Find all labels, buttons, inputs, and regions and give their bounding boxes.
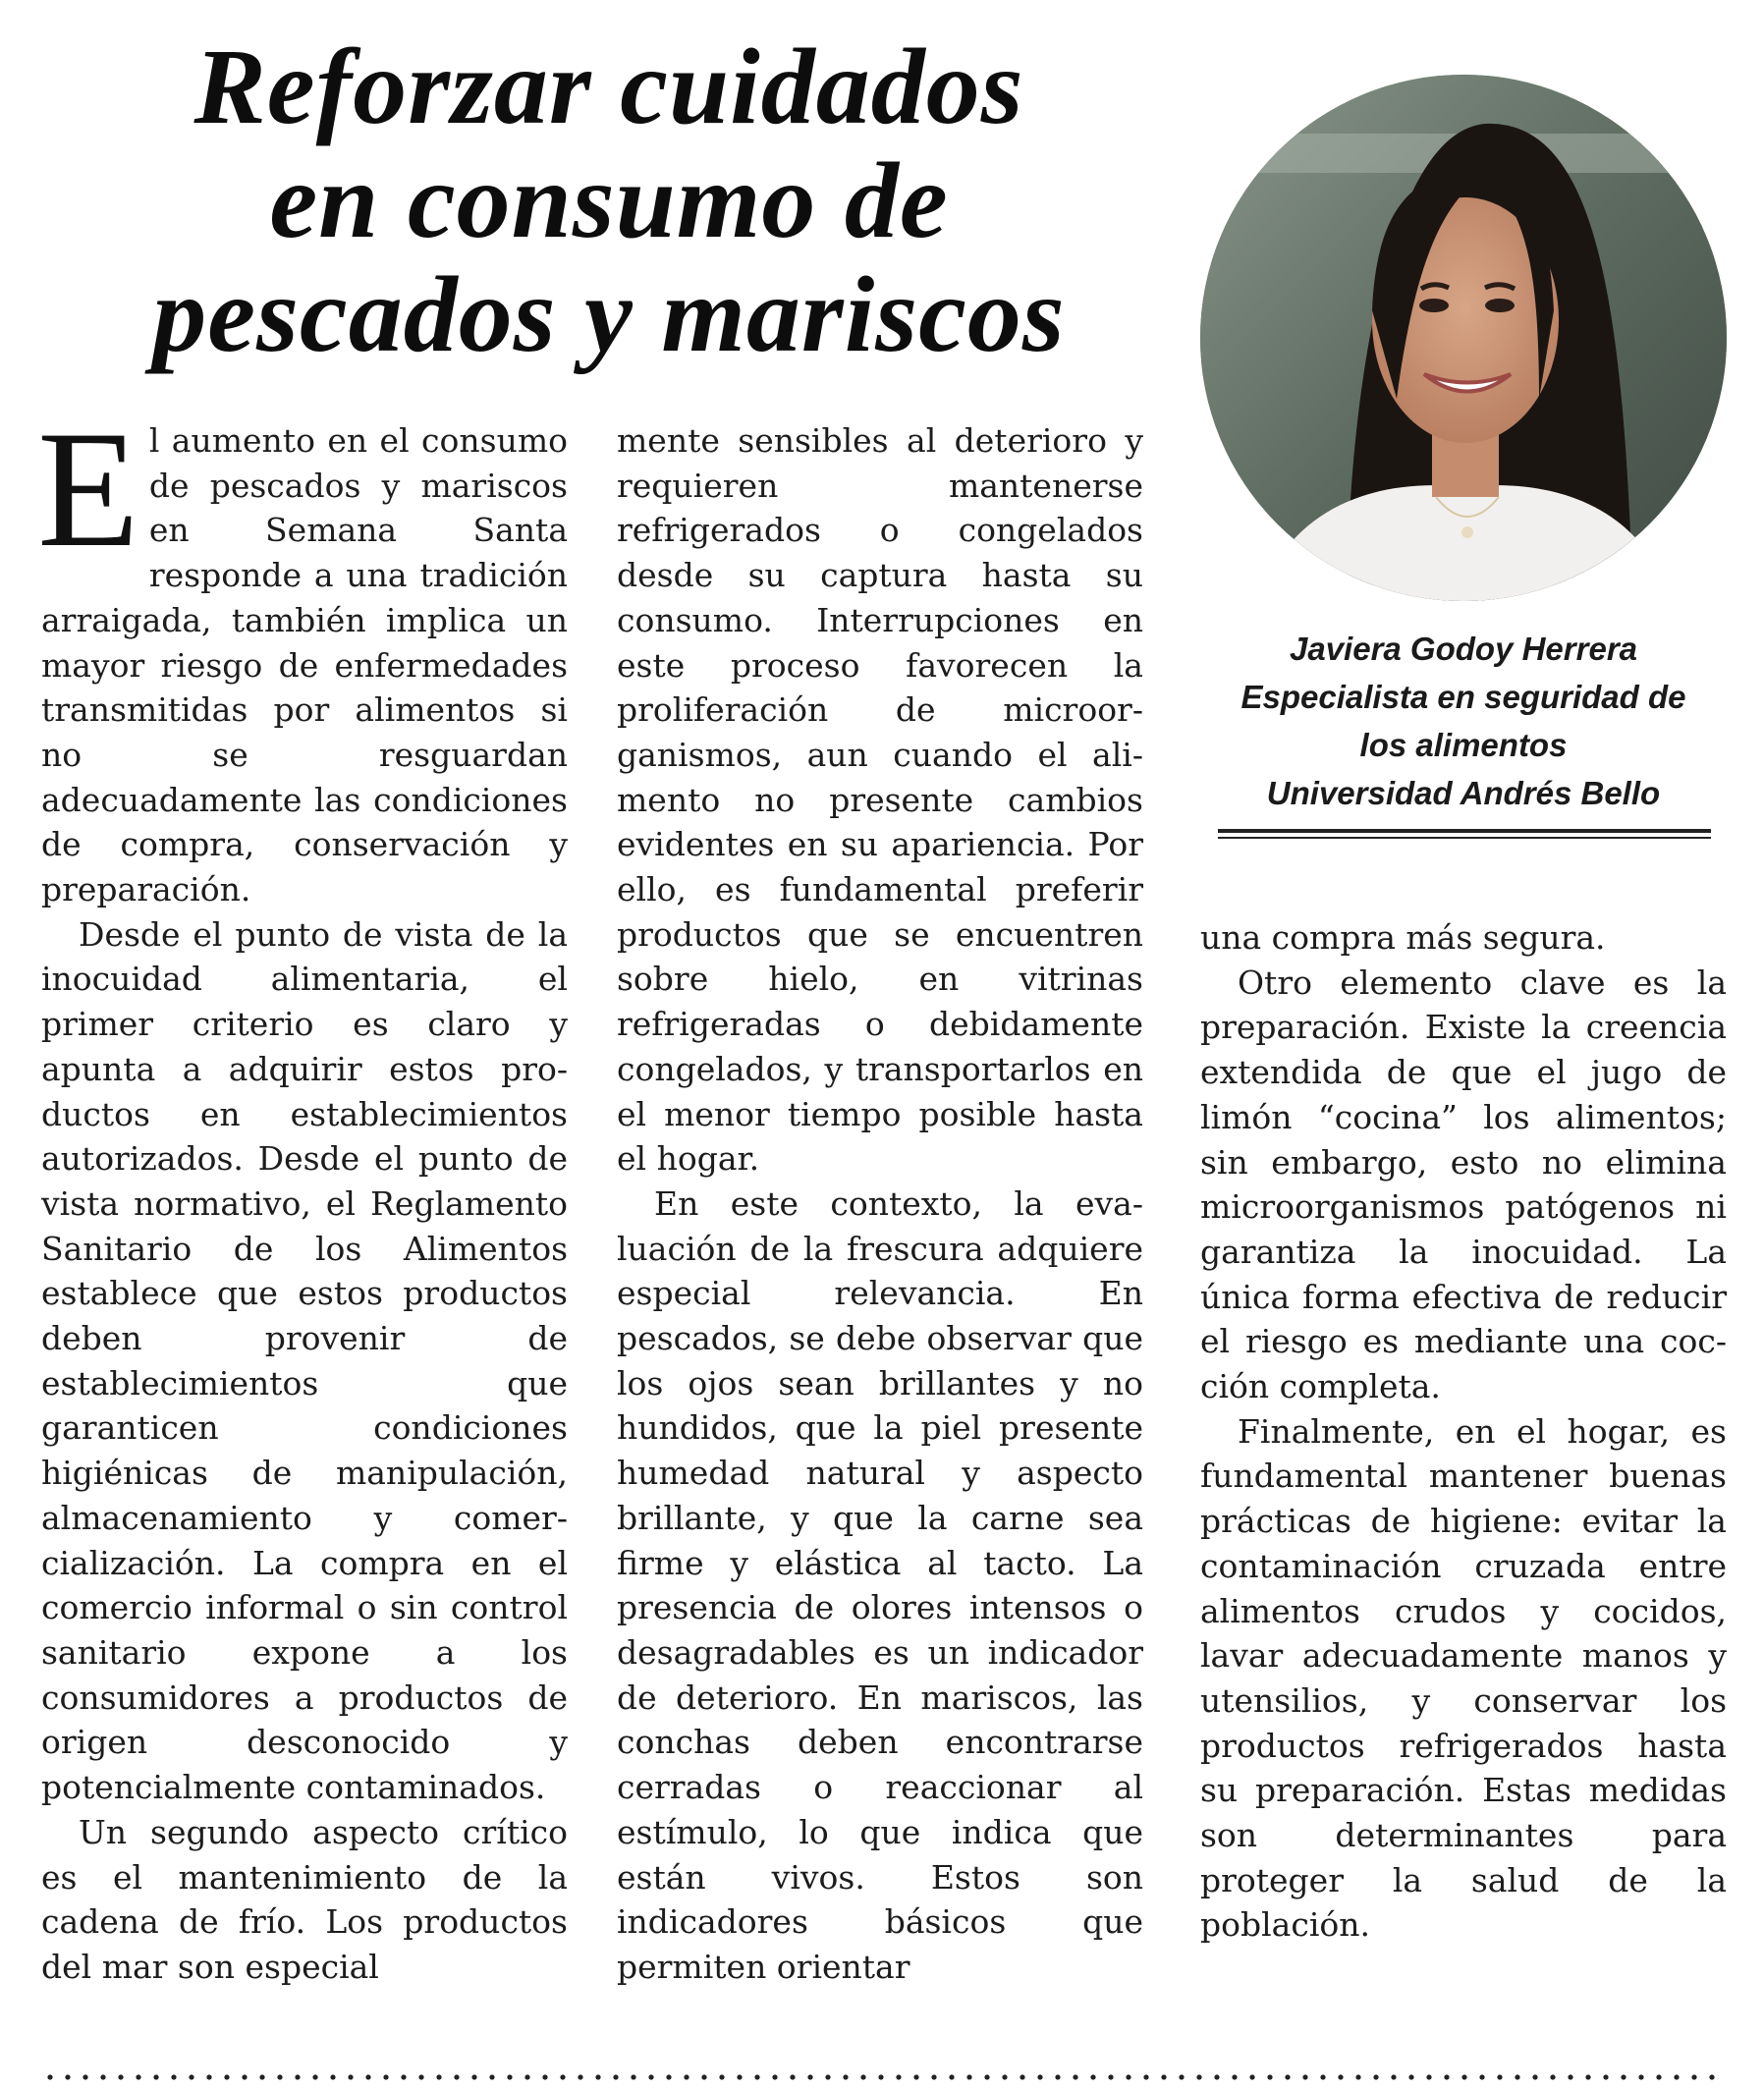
headline-line-2: en consumo de	[269, 140, 949, 260]
author-portrait-illustration	[1200, 75, 1727, 601]
author-role-line-2: los alimentos	[1359, 727, 1568, 763]
paragraph-3-continued: mente sensibles al deterioro y requieren mantenerse refrigerados o congelados desde su captura hasta su consumo. Interrupciones en este proceso favorecen la proliferación de microorganismos, aun cuando el alimento no presente cambios evidentes en su apariencia. Por ello, es fundamental preferir productos que se encuentren sobre hielo, en vitrinas refrigeradas o debidamente congelados, y transportarlos en el menor tiempo posible hasta el hogar.	[617, 421, 1143, 1179]
byline-divider-thick	[1218, 829, 1711, 833]
article-column-3	[1200, 915, 1727, 1948]
paragraph-2: Desde el punto de vista de la inocuidad alimentaria, el primer criterio es claro y apunta a adquirir estos productos en establecimientos autorizados. Desde el punto de vista normativo, el Reglamento Sanitario de los Alimentos establece que estos productos deben provenir de establecimientos que garanticen condiciones higiénicas de manipulación, almacenamiento y comercialización. La compra en el comercio informal o sin control sanitario expone a los consumidores a productos de origen desconocido y potencialmente contaminados.	[41, 914, 568, 1807]
dotted-footer-rule	[41, 2074, 1727, 2080]
author-portrait	[1200, 75, 1727, 601]
headline	[59, 27, 1159, 374]
paragraph-4-start: En este contexto, la evaluación de la frescura adquiere especial relevancia. En pescados, se debe observar que los ojos sean brillantes y no hundidos, que la piel presente humedad natural y aspecto brillante, y que la carne sea firme y elástica al tacto. La presencia de olores intensos o desagradables es un indicador de deterioro. En mariscos, las conchas deben encontrarse cerradas o reaccionar al estímulo, lo que indica que están vivos. Estos son indicadores básicos que permiten orientar	[617, 1183, 1143, 1986]
byline-divider-thin	[1218, 837, 1711, 839]
paragraph-4-continued: una compra más segura.	[1200, 918, 1606, 957]
headline-line-3: pescados y mariscos	[152, 254, 1066, 374]
paragraph-5: Otro elemento clave es la preparación. Existe la creencia extendida de que el jugo de limón “cocina” los alimentos; sin embargo, esto no elimina microorganismos patógenos ni garantiza la inocuidad. La única forma efectiva de reducir el riesgo es mediante una cocción completa.	[1200, 962, 1727, 1406]
paragraph-1	[37, 397, 568, 912]
author-byline	[1213, 625, 1714, 817]
author-name: Javiera Godoy Herrera	[1289, 631, 1638, 667]
article-column-1	[37, 397, 568, 1990]
author-role-line-1: Especialista en seguridad de	[1240, 679, 1686, 715]
paragraph-3-start: Un segundo aspecto crítico es el mantenimiento de la cadena de frío. Los productos del mar son especial	[41, 1812, 568, 1986]
drop-cap: E	[37, 397, 139, 581]
article-column-2	[617, 418, 1143, 1990]
paragraph-1-text: l aumento en el consumo de pescados y mariscos en Semana Santa responde a una tradición arraigada, también implica un mayor riesgo de enfermedades transmitidas por alimentos si no se resguardan adecuadamente las condiciones de compra, conservación y preparación.	[41, 421, 568, 909]
paragraph-6: Finalmente, en el hogar, es fundamental mantener buenas prácticas de higiene: evitar la contaminación cruzada entre alimentos crudos y cocidos, lavar adecuadamente manos y utensilios, y conservar los productos refrigerados hasta su preparación. Estas medidas son determinantes para proteger la salud de la población.	[1200, 1411, 1727, 1945]
author-institution: Universidad Andrés Bello	[1266, 775, 1661, 811]
headline-line-1: Reforzar cuidados	[193, 27, 1024, 146]
